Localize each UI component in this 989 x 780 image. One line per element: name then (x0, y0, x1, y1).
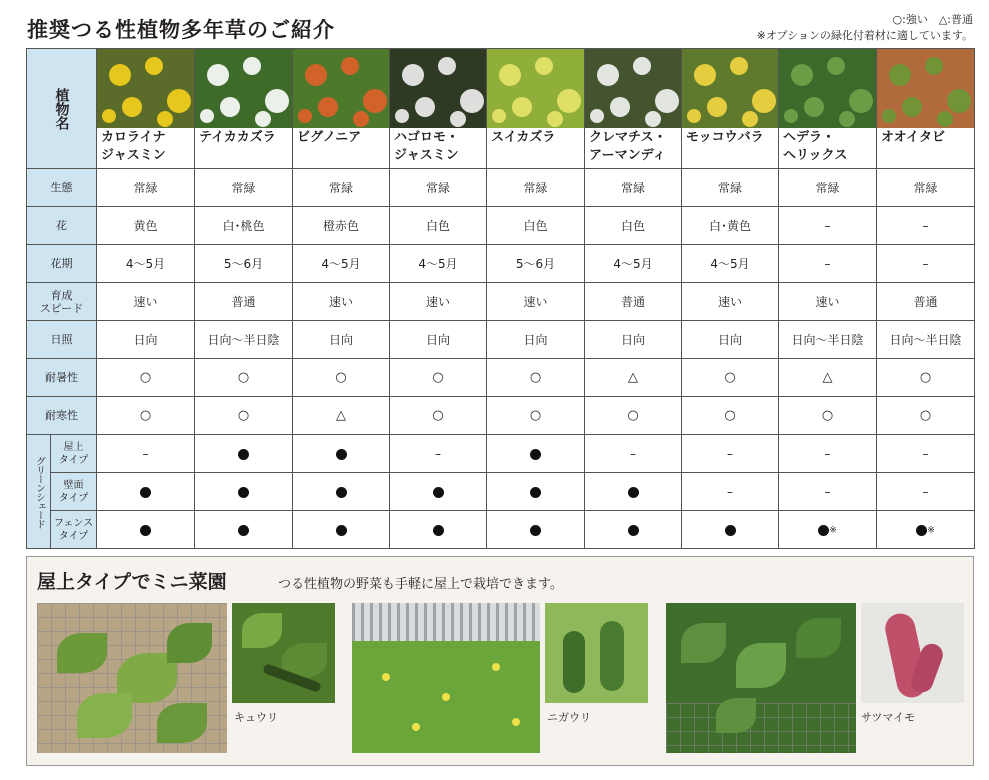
table-cell (97, 245, 195, 283)
table-cell (97, 511, 195, 549)
row-header: 育成 スピード (27, 283, 97, 321)
suitable-dot-icon (725, 525, 736, 536)
cell-value: – (142, 446, 149, 461)
table-cell (682, 435, 779, 473)
caption-bitter-gourd: ニガウリ (547, 711, 591, 724)
cell-value: 常緑 (231, 181, 256, 195)
table-cell (293, 397, 390, 435)
table-cell (390, 511, 487, 549)
cell-value: ○ (237, 408, 250, 423)
sub-row-header: 屋上 タイプ (51, 435, 97, 473)
plant-header-cell (390, 49, 487, 169)
cell-value: 普通 (620, 295, 645, 309)
table-cell (97, 321, 195, 359)
plant-name: カロライナ ジャスミン (101, 130, 166, 163)
cell-value: 普通 (231, 295, 256, 309)
legend (757, 12, 973, 44)
mini-garden-section (26, 556, 974, 766)
table-cell (97, 207, 195, 245)
table-cell (293, 207, 390, 245)
plant-header-cell (682, 49, 779, 169)
table-cell (585, 283, 682, 321)
table-cell (682, 169, 779, 207)
cell-value: 日向～半日陰 (791, 333, 864, 347)
table-cell (877, 169, 975, 207)
table-cell (585, 321, 682, 359)
table-cell (195, 359, 293, 397)
table-row (27, 397, 975, 435)
table-cell (487, 397, 585, 435)
cell-value: △ (628, 370, 638, 385)
suitable-dot-icon (530, 525, 541, 536)
suitable-dot-icon (140, 487, 151, 498)
cell-value: – (435, 446, 441, 461)
cucumber-small-photo (232, 603, 335, 703)
table-cell (487, 321, 585, 359)
cell-value: ○ (529, 408, 542, 423)
table-cell (682, 245, 779, 283)
cell-value: 白色 (620, 219, 645, 233)
cell-value: 常緑 (328, 181, 353, 195)
plant-header-cell (195, 49, 293, 169)
orange-flower-photo (293, 49, 389, 128)
table-cell (585, 397, 682, 435)
table-cell (682, 321, 779, 359)
table-cell (585, 169, 682, 207)
table-cell (487, 435, 585, 473)
cell-value: 橙赤色 (322, 219, 359, 233)
cell-value: 4～5月 (710, 257, 750, 271)
table-cell (682, 283, 779, 321)
suitable-dot-icon (433, 525, 444, 536)
table-cell (97, 397, 195, 435)
cell-value: 普通 (913, 295, 938, 309)
cell-value: 日向 (425, 333, 450, 347)
cell-value: – (630, 446, 636, 461)
table-cell (779, 321, 877, 359)
table-cell (487, 473, 585, 511)
table-cell (877, 435, 975, 473)
table-cell (779, 283, 877, 321)
sweet-potato-small-photo (861, 603, 964, 703)
row-header: 耐暑性 (27, 359, 97, 397)
plant-header-cell (877, 49, 975, 169)
plant-header-cell (779, 49, 877, 169)
cell-value: 速い (815, 295, 840, 309)
sweet-potato-large-photo (666, 603, 856, 753)
table-cell (877, 321, 975, 359)
table-cell (293, 283, 390, 321)
cell-value: ○ (432, 408, 444, 423)
table-cell (877, 207, 975, 245)
suitable-dot-icon (336, 449, 347, 460)
cell-value: 速い (717, 295, 742, 309)
cell-value: △ (822, 370, 833, 385)
plant-header-cell (97, 49, 195, 169)
cell-value: ○ (335, 370, 347, 385)
plant-header-cell (487, 49, 585, 169)
cell-value: 日向～半日陰 (889, 333, 962, 347)
table-cell (585, 435, 682, 473)
suitable-dot-icon (336, 525, 347, 536)
table-row (27, 245, 975, 283)
suitable-dot-icon (628, 525, 639, 536)
cell-value: 速い (523, 295, 548, 309)
ivy-leaf-photo (779, 49, 876, 128)
cell-value: 速い (328, 295, 353, 309)
table-cell (877, 397, 975, 435)
plant-name: クレマチス・ アーマンディ (589, 130, 667, 163)
bitter-gourd-small-photo (545, 603, 648, 703)
table-cell (97, 359, 195, 397)
table-cell (487, 359, 585, 397)
white-star-photo (585, 49, 681, 128)
table-cell (682, 207, 779, 245)
cell-value: ○ (919, 408, 932, 423)
cell-value: ○ (821, 408, 834, 423)
cell-value: 5～6月 (515, 257, 556, 271)
plant-header-cell (293, 49, 390, 169)
bitter-gourd-large-photo (352, 603, 540, 753)
sub-row-header: フェンス タイプ (51, 511, 97, 549)
row-header: 花期 (27, 245, 97, 283)
table-cell (293, 473, 390, 511)
cell-value: ○ (529, 370, 542, 385)
cell-value: ○ (237, 370, 250, 385)
suitable-dot-icon (238, 487, 249, 498)
cell-value: ○ (432, 370, 444, 385)
table-cell (779, 397, 877, 435)
table-cell (585, 359, 682, 397)
plant-table (26, 48, 975, 549)
suitable-dot-icon (530, 449, 541, 460)
table-cell (97, 283, 195, 321)
table-cell (390, 169, 487, 207)
cell-value: – (824, 484, 831, 499)
name-header-cell (27, 49, 97, 169)
table-row (27, 359, 975, 397)
table-cell (487, 169, 585, 207)
page-title: 推奨つる性植物多年草のご紹介 (27, 18, 335, 42)
table-cell (195, 397, 293, 435)
cell-value: 白･桃色 (222, 219, 265, 233)
table-cell (779, 169, 877, 207)
table-cell (390, 321, 487, 359)
table-cell (390, 473, 487, 511)
note-mark: ※ (927, 525, 935, 535)
cell-value: – (922, 484, 929, 499)
table-cell (487, 245, 585, 283)
table-cell (195, 283, 293, 321)
cell-value: – (922, 256, 929, 271)
row-header: 耐寒性 (27, 397, 97, 435)
cell-value: – (922, 218, 929, 233)
plant-header-cell (585, 49, 682, 169)
cell-value: 常緑 (815, 181, 840, 195)
cell-value: 常緑 (913, 181, 938, 195)
table-row (27, 283, 975, 321)
cell-value: ○ (139, 370, 152, 385)
plant-name: スイカズラ (491, 130, 556, 145)
white-cluster-photo (390, 49, 486, 128)
table-cell (293, 245, 390, 283)
table-row (27, 207, 975, 245)
table-cell (585, 511, 682, 549)
cell-value: 常緑 (717, 181, 742, 195)
table-cell (877, 245, 975, 283)
table-cell (487, 207, 585, 245)
suitable-dot-icon (916, 525, 927, 536)
suitable-dot-icon (433, 487, 444, 498)
suitable-dot-icon (140, 525, 151, 536)
cell-value: 日向 (133, 333, 158, 347)
suitable-dot-icon (628, 487, 639, 498)
table-cell (390, 397, 487, 435)
plant-name: テイカカズラ (199, 130, 276, 145)
table-cell (195, 473, 293, 511)
row-header: 花 (27, 207, 97, 245)
cell-value: 白色 (523, 219, 548, 233)
cell-value: ○ (919, 370, 932, 385)
table-cell (390, 435, 487, 473)
table-row (27, 511, 975, 549)
suitable-dot-icon (818, 525, 829, 536)
table-cell (293, 169, 390, 207)
table-cell (97, 169, 195, 207)
table-cell (195, 169, 293, 207)
table-cell (293, 321, 390, 359)
table-cell (195, 321, 293, 359)
table-cell (293, 359, 390, 397)
table-cell (195, 435, 293, 473)
table-cell (195, 245, 293, 283)
sub-row-header: 壁面 タイプ (51, 473, 97, 511)
cell-value: △ (336, 408, 346, 423)
cell-value: 4～5月 (613, 257, 653, 271)
row-header: 生態 (27, 169, 97, 207)
suitable-dot-icon (530, 487, 541, 498)
table-cell (195, 207, 293, 245)
cell-value: – (727, 446, 733, 461)
suitable-dot-icon (336, 487, 347, 498)
cell-value: – (922, 446, 929, 461)
cell-value: 速い (133, 295, 158, 309)
cell-value: 4～5月 (418, 257, 458, 271)
cell-value: 日向 (620, 333, 645, 347)
cell-value: 常緑 (523, 181, 548, 195)
table-cell (877, 511, 975, 549)
table-cell (779, 435, 877, 473)
plant-name: ヘデラ・ ヘリックス (783, 130, 848, 163)
plant-name: モッコウバラ (686, 130, 764, 145)
table-cell (487, 511, 585, 549)
caption-cucumber: キュウリ (234, 711, 278, 724)
cell-value: 常緑 (133, 181, 158, 195)
table-row (27, 321, 975, 359)
yellow-green-photo (487, 49, 584, 128)
table-cell (877, 283, 975, 321)
cell-value: – (824, 446, 831, 461)
table-cell (877, 473, 975, 511)
table-cell (779, 511, 877, 549)
table-cell (195, 511, 293, 549)
table-row (27, 435, 975, 473)
garden-subtitle: つる性植物の野菜も手軽に屋上で栽培できます。 (278, 577, 563, 592)
table-cell (779, 245, 877, 283)
cell-value: – (824, 218, 831, 233)
plant-name: オオイタビ (881, 130, 945, 145)
group-header-cell (27, 435, 51, 549)
table-cell (779, 207, 877, 245)
plant-name: ハゴロモ・ ジャスミン (394, 130, 460, 163)
note-mark: ※ (829, 525, 837, 535)
name-header: 植物名 (51, 88, 73, 130)
row-header: 日照 (27, 321, 97, 359)
table-cell (682, 473, 779, 511)
cell-value: – (824, 256, 831, 271)
table-cell (779, 359, 877, 397)
table-cell (682, 359, 779, 397)
cell-value: 4～5月 (125, 257, 166, 271)
cell-value: 常緑 (425, 181, 450, 195)
table-cell (293, 511, 390, 549)
garden-title: 屋上タイプでミニ菜園 (37, 571, 227, 593)
group-header: グリーンシェード (33, 455, 45, 528)
cell-value: ○ (627, 408, 639, 423)
table-cell (97, 435, 195, 473)
table-cell (390, 283, 487, 321)
cell-value: 日向～半日陰 (207, 333, 280, 347)
yellow-flower-photo (97, 49, 194, 128)
cell-value: 日向 (717, 333, 742, 347)
yellow-rose-photo (682, 49, 778, 128)
table-cell (390, 359, 487, 397)
table-cell (390, 245, 487, 283)
white-flower-photo (195, 49, 292, 128)
table-cell (682, 397, 779, 435)
green-leaf-wall-photo (877, 49, 974, 128)
suitable-dot-icon (238, 449, 249, 460)
cell-value: 白色 (425, 219, 450, 233)
table-cell (779, 473, 877, 511)
cell-value: 4～5月 (321, 257, 361, 271)
table-cell (293, 435, 390, 473)
cell-value: ○ (724, 370, 736, 385)
cell-value: 常緑 (620, 181, 645, 195)
cell-value: 白･黄色 (708, 219, 751, 233)
cucumber-large-photo (37, 603, 227, 753)
cell-value: ○ (724, 408, 736, 423)
table-cell (585, 473, 682, 511)
cell-value: 日向 (328, 333, 353, 347)
table-cell (682, 511, 779, 549)
cell-value: 速い (425, 295, 450, 309)
legend-note: ※オプションの緑化付着材に適しています。 (756, 29, 973, 42)
table-row (27, 473, 975, 511)
cell-value: 日向 (523, 333, 548, 347)
suitable-dot-icon (238, 525, 249, 536)
table-cell (585, 207, 682, 245)
table-cell (487, 283, 585, 321)
legend-symbols: ○:強い △:普通 (892, 13, 973, 26)
plant-name: ビグノニア (297, 130, 362, 145)
caption-sweet-potato: サツマイモ (861, 711, 916, 724)
table-cell (585, 245, 682, 283)
table-cell (390, 207, 487, 245)
cell-value: – (727, 484, 733, 499)
table-row (27, 169, 975, 207)
table-cell (97, 473, 195, 511)
cell-value: ○ (139, 408, 152, 423)
cell-value: 5～6月 (223, 257, 264, 271)
cell-value: 黄色 (133, 219, 158, 233)
table-cell (877, 359, 975, 397)
